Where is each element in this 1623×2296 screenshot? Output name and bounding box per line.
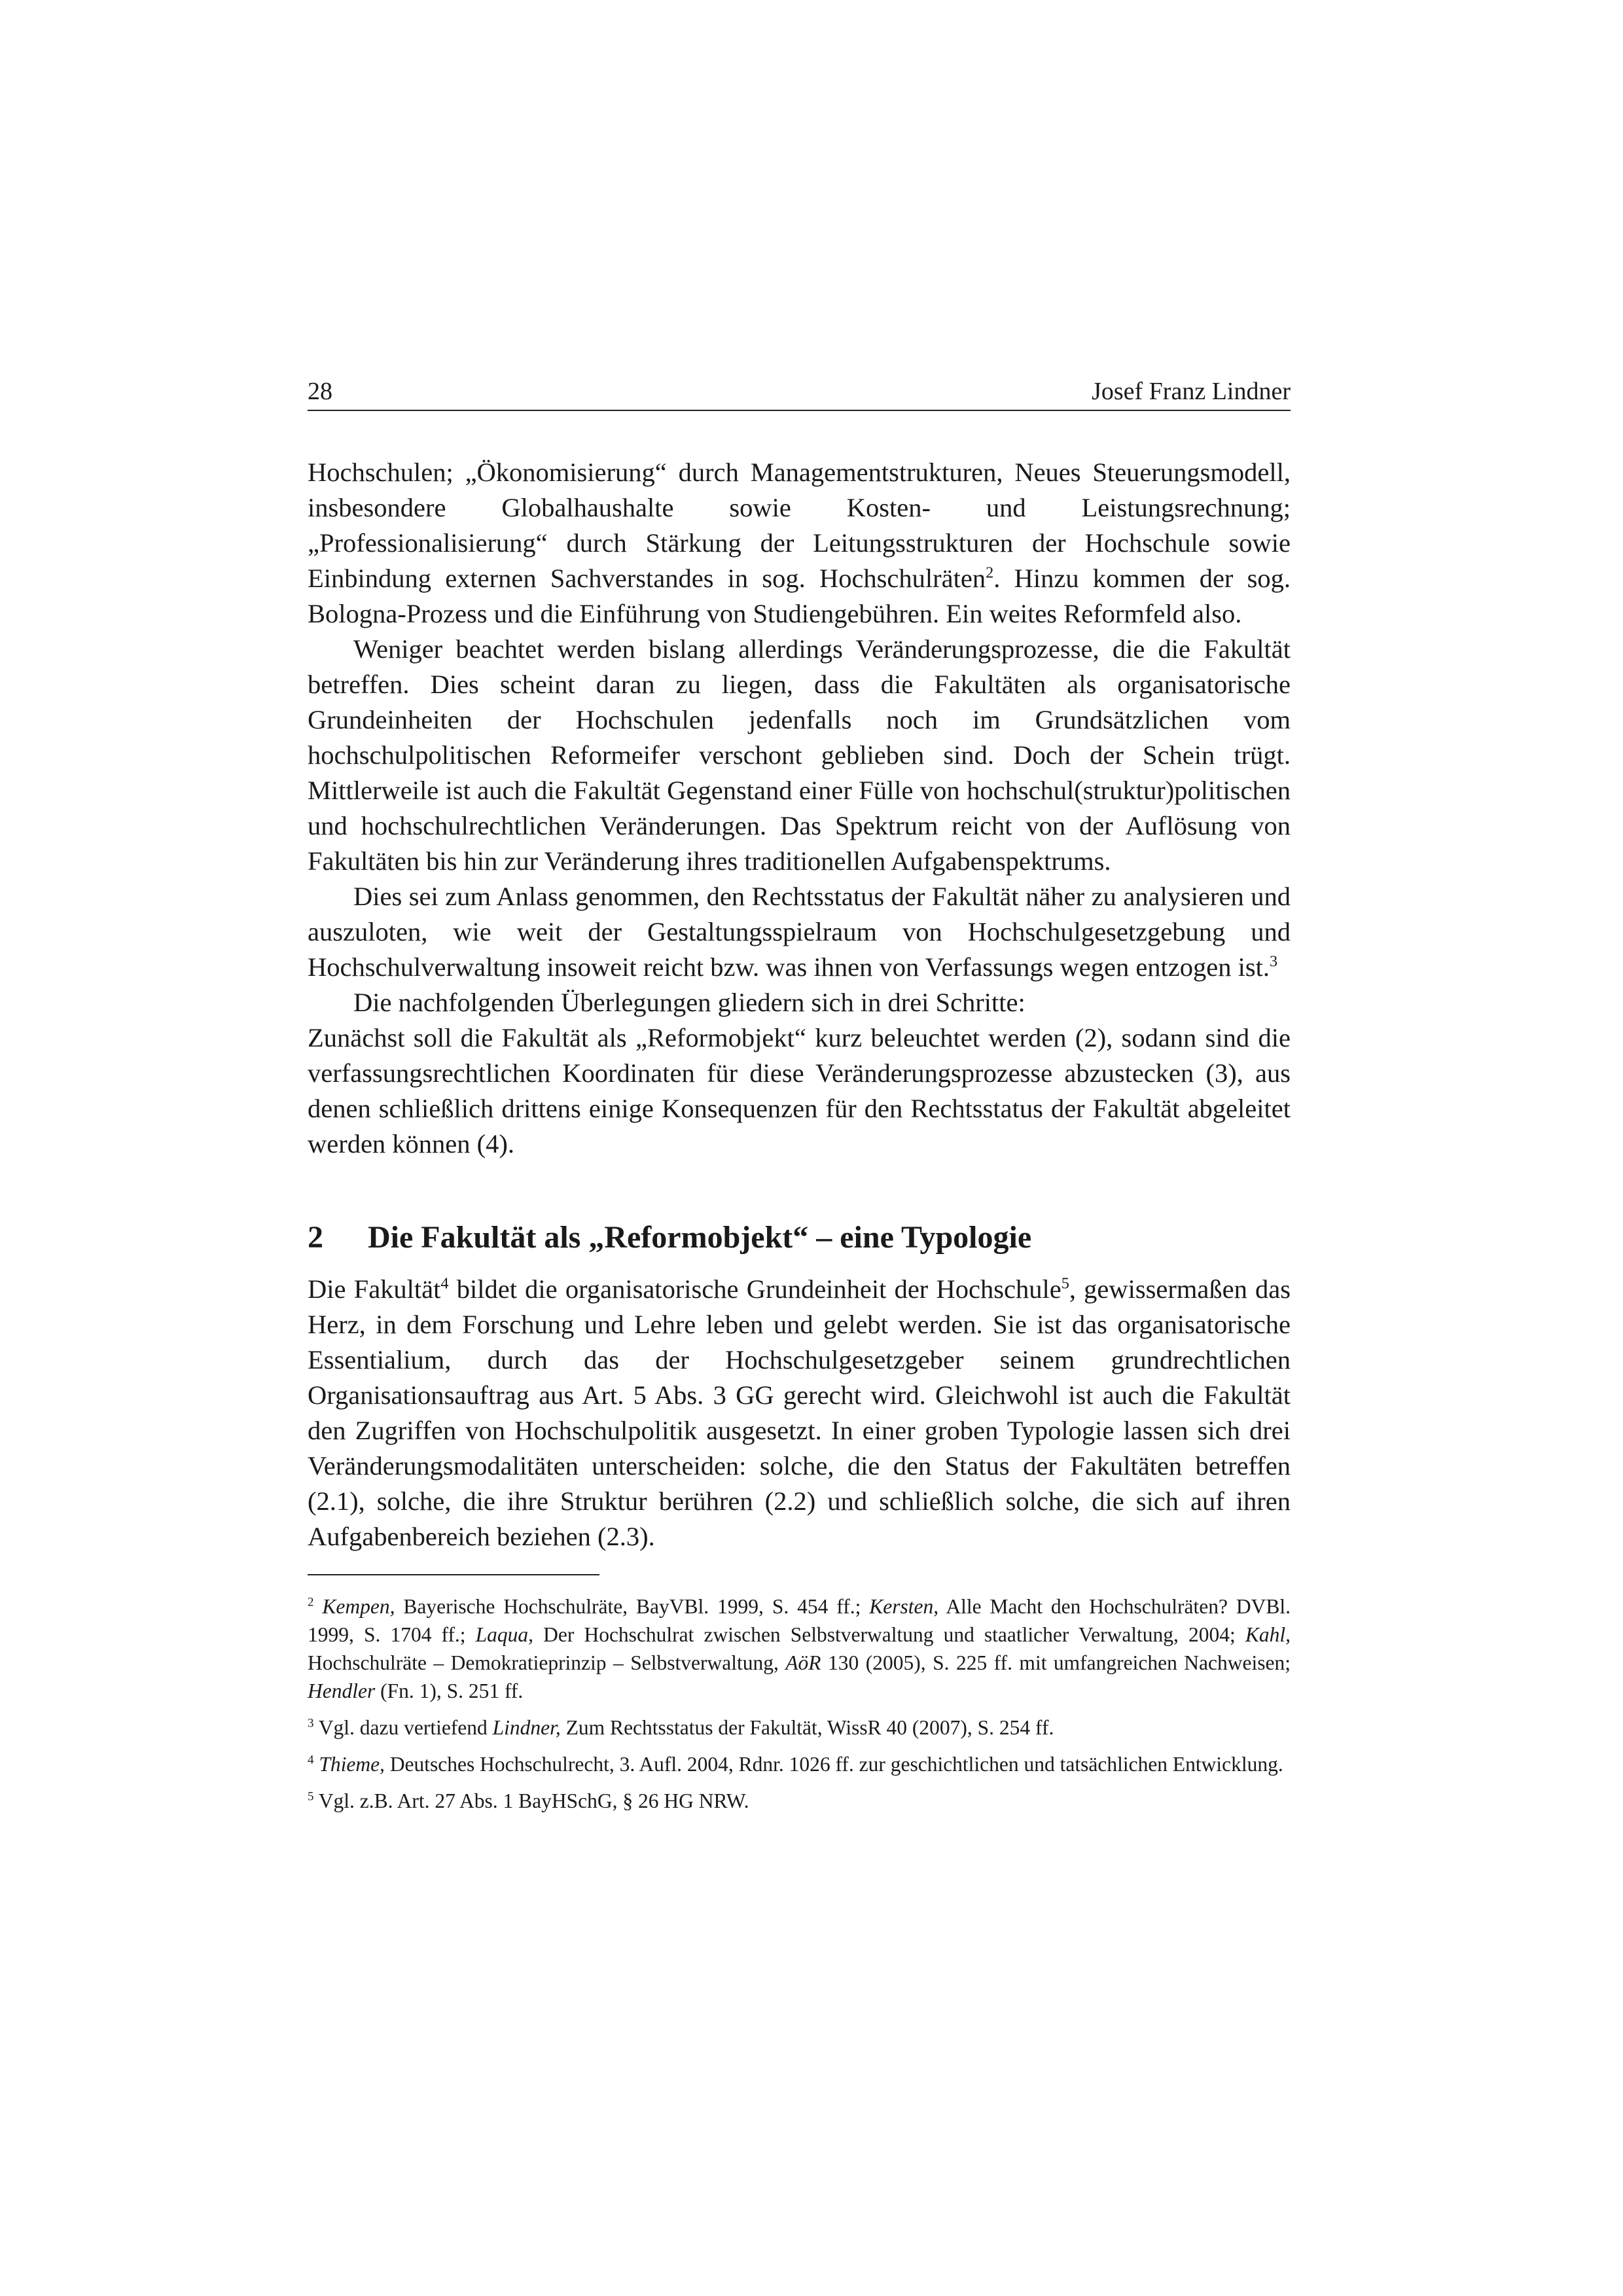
footnote-ref-3[interactable]: 3 <box>1270 952 1278 971</box>
footnote-2: $^2$ Kempen, Bayerische Hochschulräte, BayVBl. 1999, S. 454 ff.; Kersten, Alle Macht den Hochschulräten? DVBl. 1999, S. 1704 ff.; Laqua, Der Hochschulrat zwischen Selbstverwaltung und staatlicher Verwaltung, 2004; Kahl, Hochschulräte – Demokratieprinzip – Selbstverwaltung, AöR 130 (2005), S. 225 ff. mit umfangreichen Nachweisen; Hendler (Fn. 1), S. 251 ff. <box>308 1595 1291 1702</box>
main-text <box>308 455 1291 1823</box>
footnote-separator <box>308 1574 599 1575</box>
paragraph-4: Die nachfolgenden Überlegungen gliedern sich in drei Schritte: <box>353 988 1026 1017</box>
footnote-5: $^5$ Vgl. z.B. Art. 27 Abs. 1 BayHSchG, § 26 HG NRW. <box>308 1789 749 1812</box>
footnote-4: $^4$ Thieme, Deutsches Hochschulrecht, 3. Aufl. 2004, Rdnr. 1026 ff. zur geschichtlichen und tatsächlichen Entwicklung. <box>308 1753 1283 1776</box>
paragraph-2: Weniger beachtet werden bislang allerdings Veränderungsprozesse, die die Fakultät betreffen. Dies scheint daran zu liegen, dass die Fakultäten als organisatorische Grundeinheiten der Hochschulen jedenfalls noch im Grundsätzlichen vom hochschulpolitischen Reformeifer verschont geblieben sind. Doch der Schein trügt. Mittlerweile ist auch die Fakultät Gegenstand einer Fülle von hochschul(struktur)politischen und hochschulrechtlichen Veränderungen. Das Spektrum reicht von der Auflösung von Fakultäten bis hin zur Veränderung ihres traditionellen Aufgabenspektrums. <box>308 634 1291 876</box>
section-title: Die Fakultät als „Reformobjekt“ – eine Typologie <box>368 1220 1032 1255</box>
page-number: 28 <box>308 378 332 405</box>
section-number: 2 <box>308 1220 323 1255</box>
paragraph-6: Die Fakultät$^4$ bildet die organisatorische Grundeinheit der Hochschule$^5$, gewissermaßen das Herz, in dem Forschung und Lehre leben und gelebt werden. Sie ist das organisatorische Essentialium, durch das der Hochschulgesetzgeber seinem grundrechtlichen Organisationsauftrag aus Art. 5 Abs. 3 GG gerecht wird. Gleichwohl ist auch die Fakultät den Zugriffen von Hochschulpolitik ausgesetzt. In einer groben Typologie lassen sich drei Veränderungsmodalitäten unterscheiden: solche, die den Status der Fakultäten betreffen (2.1), solche, die ihre Struktur berühren (2.2) und schließlich solche, die sich auf ihren Aufgabenbereich beziehen (2.3). <box>308 1274 1291 1551</box>
footnotes <box>308 1592 1291 1815</box>
footnote-3: $^3$ Vgl. dazu vertiefend Lindner, Zum Rechtsstatus der Fakultät, WissR 40 (2007), S. 254 ff. <box>308 1716 1054 1739</box>
paragraph-1: Hochschulen; „Ökonomisierung“ durch Managementstrukturen, Neues Steuerungsmodell, insbesondere Globalhaushalte sowie Kosten- und Leistungsrechnung; „Professionalisierung“ durch Stärkung der Leitungsstrukturen der Hochschule sowie Einbindung externen Sachverstandes in sog. Hochschulräten$^2$. Hinzu kommen der sog. Bologna-Prozess und die Einführung von Studiengebühren. Ein weites Reformfeld also. <box>308 457 1291 628</box>
footnote-ref-5[interactable]: 5 <box>1061 1274 1069 1293</box>
section-heading <box>308 1218 1291 1257</box>
running-head-author: Josef Franz Lindner <box>1092 378 1291 405</box>
paragraph-3: Dies sei zum Anlass genommen, den Rechtsstatus der Fakultät näher zu analysieren und auszuloten, wie weit der Gestaltungsspielraum von Hochschulgesetzgebung und Hochschulverwaltung insoweit reicht bzw. was ihnen von Verfassungs wegen entzogen ist.$^3$ <box>308 882 1291 982</box>
running-header <box>308 373 1291 411</box>
footnote-ref-2[interactable]: 2 <box>986 564 994 582</box>
footnote-ref-4[interactable]: 4 <box>440 1274 449 1293</box>
paragraph-5: Zunächst soll die Fakultät als „Reformobjekt“ kurz beleuchtet werden (2), sodann sind die verfassungsrechtlichen Koordinaten für diese Veränderungsprozesse abzustecken (3), aus denen schließlich drittens einige Konsequenzen für den Rechtsstatus der Fakultät abgeleitet werden können (4). <box>308 1023 1291 1158</box>
